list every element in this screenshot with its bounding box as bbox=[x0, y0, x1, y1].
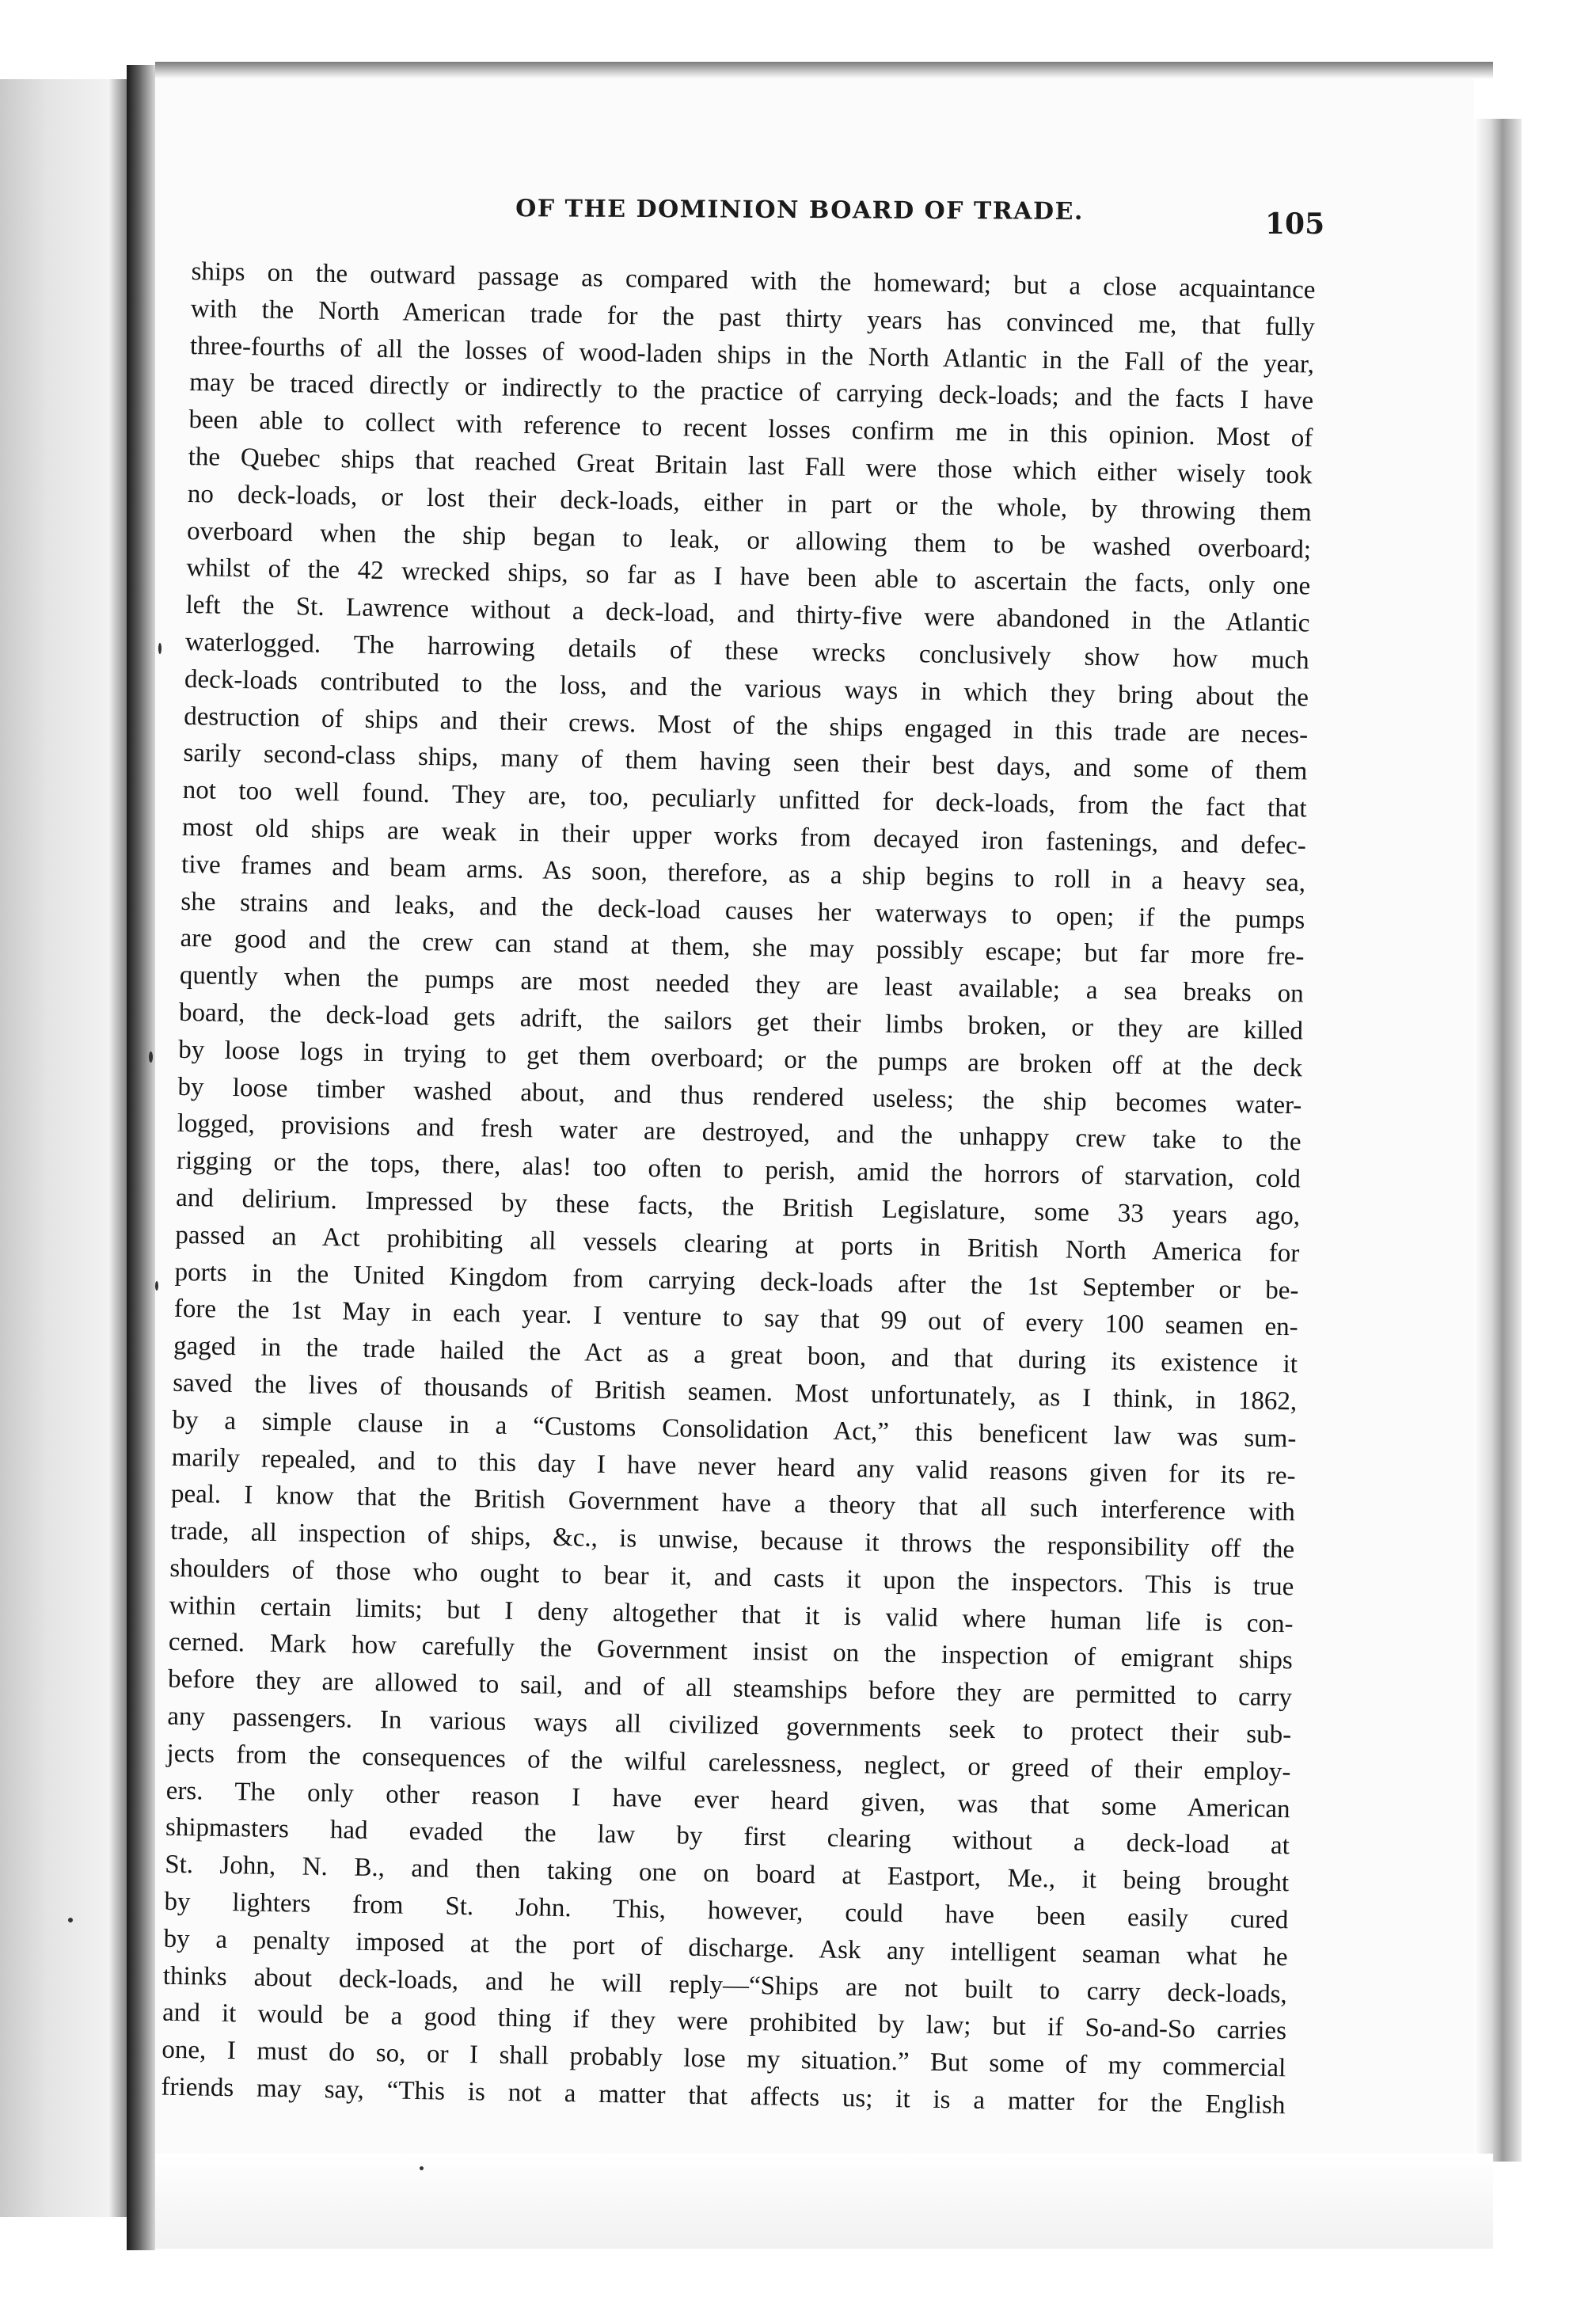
text-line: friends may say, “This is not a matter that affects us; it is a matter for the English bbox=[161, 2072, 1286, 2120]
text-line: whilst of the 42 wrecked ships, so far as I have been able to ascertain the facts, only one bbox=[186, 553, 1311, 601]
page-top-shadow bbox=[155, 62, 1493, 79]
text-line: deck-loads contributed to the loss, and the various ways in which they bring about the bbox=[184, 664, 1309, 713]
text-line: she strains and leaks, and the deck-load causes her waterways to open; if the pumps bbox=[180, 887, 1305, 934]
text-line: the Quebec ships that reached Great Britain last Fall were those which either wisely took bbox=[188, 442, 1313, 490]
text-line: shipmasters had evaded the law by first clearing without a deck-load at bbox=[165, 1813, 1290, 1861]
text-line: quently when the pumps are most needed they are least available; a sea breaks on bbox=[179, 961, 1304, 1009]
binding-shadow bbox=[127, 65, 155, 2250]
text-line: cerned. Mark how carefully the Government insist on the inspection of emigrant ships bbox=[168, 1628, 1294, 1675]
text-line: fore the 1st May in each year. I venture to say that 99 out of every 100 seamen en- bbox=[173, 1295, 1298, 1342]
running-head: OF THE DOMINION BOARD OF TRADE. bbox=[515, 195, 1084, 226]
text-line: rigging or the tops, there, alas! too often to perish, amid the horrors of starvation, cold bbox=[176, 1146, 1302, 1194]
text-line: within certain limits; but I deny altogether that it is valid where human life is con- bbox=[169, 1591, 1294, 1638]
text-line: ships on the outward passage as compared with the homeward; but a close acquaintance bbox=[191, 257, 1316, 305]
text-line: are good and the crew can stand at them, she may possibly escape; but far more fre- bbox=[180, 924, 1305, 972]
body-text bbox=[161, 253, 1316, 2124]
text-line: peal. I know that the British Government have a theory that all such interference with bbox=[170, 1480, 1296, 1527]
page-right-edge bbox=[1474, 119, 1522, 2162]
text-line: been able to collect with reference to recent losses confirm me in this opinion. Most of bbox=[188, 405, 1313, 453]
text-line: gaged in the trade hailed the Act as a great boon, and that during its existence it bbox=[173, 1331, 1298, 1379]
text-line: waterlogged. The harrowing details of these wrecks conclusively show how much bbox=[184, 627, 1309, 675]
text-line: sarily second-class ships, many of them having seen their best days, and some of them bbox=[183, 739, 1308, 786]
facing-page-edge bbox=[0, 79, 136, 2217]
text-line: and it would be a good thing if they were prohibited by law; but if So-and-So carries bbox=[162, 1998, 1287, 2046]
scan-speck bbox=[155, 1281, 158, 1291]
text-line: by a simple clause in a “Customs Consolidation Act,” this beneficent law was sum- bbox=[172, 1405, 1297, 1454]
page-bottom-shade bbox=[155, 2154, 1493, 2249]
text-line: shoulders of those who ought to bear it, and casts it upon the inspectors. This is true bbox=[169, 1553, 1294, 1602]
text-line: any passengers. In various ways all civilized governments seek to protect their sub- bbox=[167, 1702, 1292, 1750]
text-line: with the North American trade for the past thirty years has convinced me, that fully bbox=[190, 294, 1315, 342]
text-line: St. John, N. B., and then taking one on board at Eastport, Me., it being brought bbox=[164, 1850, 1290, 1898]
text-line: marily repealed, and to this day I have never heard any valid reasons given for its re- bbox=[171, 1443, 1296, 1490]
page-number: 105 bbox=[1265, 207, 1325, 241]
text-line: no deck-loads, or lost their deck-loads, either in part or the whole, by throwing them bbox=[187, 479, 1313, 527]
scan-speck bbox=[68, 1918, 73, 1922]
text-line: destruction of ships and their crews. Most of the ships engaged in this trade are neces- bbox=[184, 702, 1309, 750]
text-line: and delirium. Impressed by these facts, the British Legislature, some 33 years ago, bbox=[175, 1183, 1301, 1231]
text-line: before they are allowed to sail, and of all steamships before they are permitted to carry bbox=[167, 1665, 1293, 1713]
text-line: by lighters from St. John. This, however, could have been easily cured bbox=[164, 1887, 1289, 1935]
text-line: board, the deck-load gets adrift, the sailors get their limbs broken, or they are killed bbox=[178, 998, 1304, 1046]
text-line: tive frames and beam arms. As soon, therefore, as a ship begins to roll in a heavy sea, bbox=[180, 850, 1306, 898]
text-line: passed an Act prohibiting all vessels clearing at ports in British North America for bbox=[175, 1220, 1300, 1268]
text-line: may be traced directly or indirectly to the practice of carrying deck-loads; and the facts I have bbox=[188, 368, 1314, 416]
text-line: one, I must do so, or I shall probably lose my situation.” But some of my commercial bbox=[162, 2035, 1286, 2083]
text-line: ports in the United Kingdom from carrying deck-loads after the 1st September or be- bbox=[174, 1257, 1299, 1305]
scan-speck bbox=[158, 643, 162, 654]
text-line: thinks about deck-loads, and he will reply—“Ships are not built to carry deck-loads, bbox=[162, 1961, 1288, 2009]
text-line: overboard when the ship began to leak, or allowing them to be washed overboard; bbox=[186, 516, 1312, 565]
text-line: by a penalty imposed at the port of discharge. Ask any intelligent seaman what he bbox=[163, 1924, 1288, 1972]
text-line: ers. The only other reason I have ever heard given, was that some American bbox=[165, 1776, 1290, 1823]
text-line: saved the lives of thousands of British seamen. Most unfortunately, as I think, in 1862, bbox=[173, 1368, 1298, 1416]
text-line: by loose logs in trying to get them overboard; or the pumps are broken off at the deck bbox=[178, 1035, 1303, 1083]
scan-speck bbox=[420, 2166, 424, 2170]
text-line: most old ships are weak in their upper works from decayed iron fastenings, and defec- bbox=[181, 812, 1307, 861]
text-line: not too well found. They are, too, peculiarly unfitted for deck-loads, from the fact that bbox=[182, 776, 1307, 823]
text-line: logged, provisions and fresh water are destroyed, and the unhappy crew take to the bbox=[177, 1109, 1302, 1157]
text-line: trade, all inspection of ships, &c., is unwise, because it throws the responsibility off the bbox=[169, 1516, 1295, 1565]
text-line: by loose timber washed about, and thus rendered useless; the ship becomes water- bbox=[177, 1072, 1302, 1120]
text-line: jects from the consequences of the wilful carelessness, neglect, or greed of their employ- bbox=[166, 1739, 1291, 1787]
text-line: three-fourths of all the losses of wood-laden ships in the North Atlantic in the Fall of the year, bbox=[189, 331, 1315, 379]
text-line: left the St. Lawrence without a deck-load, and thirty-five were abandoned in the Atlantic bbox=[185, 591, 1310, 638]
scan-speck bbox=[149, 1051, 153, 1063]
